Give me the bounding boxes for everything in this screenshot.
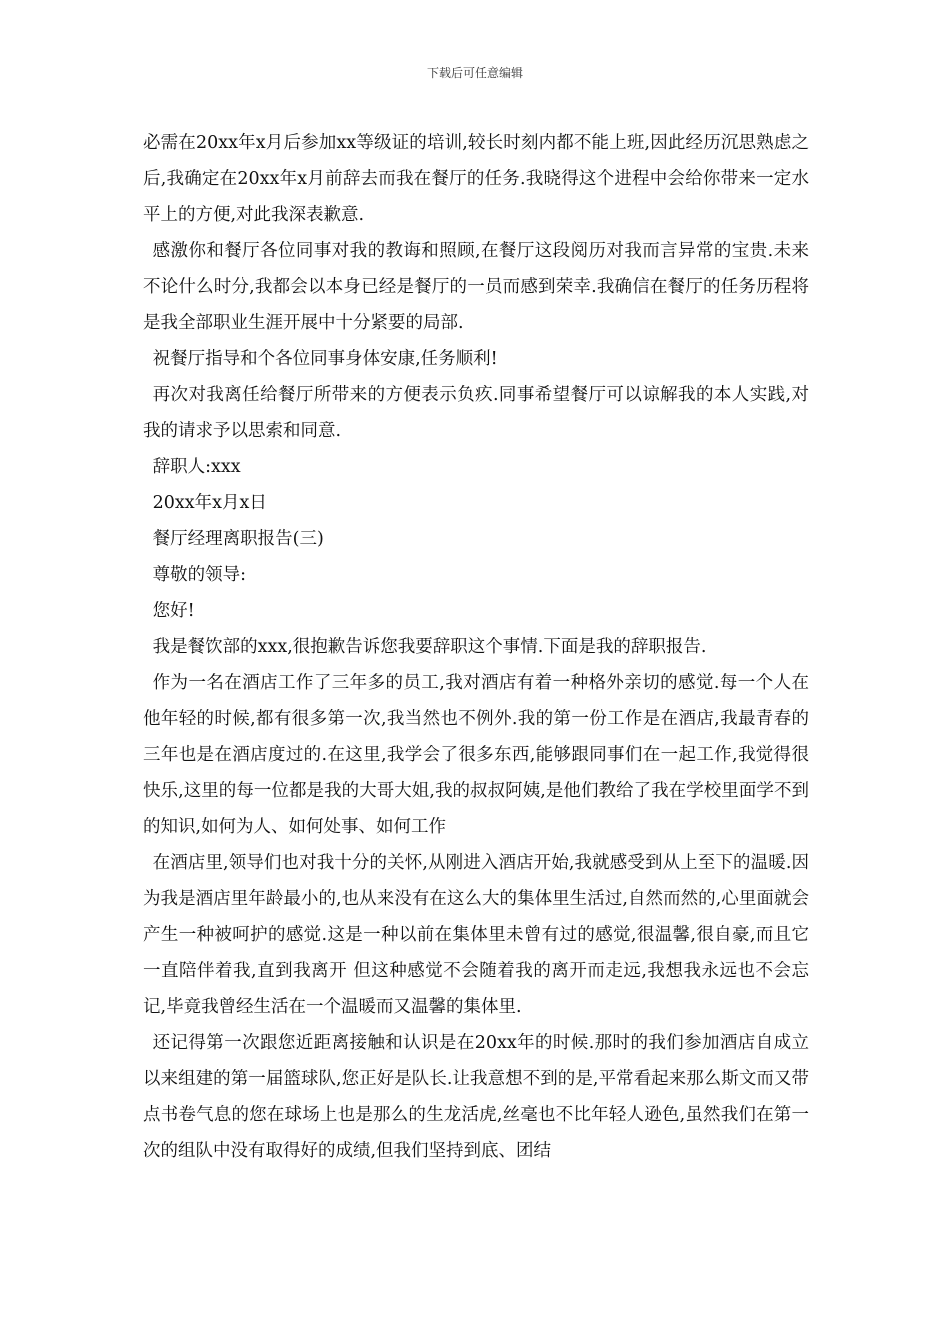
signature-line: 辞职人:xxx: [152, 457, 241, 477]
paragraph: 感激你和餐厅各位同事对我的教诲和照顾,在餐厅这段阅历对我而言异常的宝贵.未来不论什么时分,我都会以本身已经是餐厅的一员而感到荣幸.我确信在餐厅的任务历程将是我全部职业生涯开展中十分紧要的局部.: [143, 241, 809, 333]
page-header: 下载后可任意编辑: [426, 66, 523, 80]
greeting: 您好!: [152, 601, 195, 621]
paragraph: 我是餐饮部的xxx,很抱歉告诉您我要辞职这个事情.下面是我的辞职报告.: [152, 637, 707, 657]
document-body: [143, 125, 809, 1169]
paragraph: 再次对我离任给餐厅所带来的方便表示负疚.同事希望餐厅可以谅解我的本人实践,对我的请求予以思索和同意.: [143, 385, 809, 441]
date-line: 20xx年x月x日: [152, 493, 267, 513]
paragraph: 还记得第一次跟您近距离接触和认识是在20xx年的时候.那时的我们参加酒店自成立以来组建的第一届篮球队,您正好是队长.让我意想不到的是,平常看起来那么斯文而又带点书卷气息的您在球场上也是那么的生龙活虎,丝毫也不比年轻人逊色,虽然我们在第一次的组队中没有取得好的成绩,但我们坚持到底、团结: [143, 1033, 809, 1161]
salutation: 尊敬的领导:: [152, 565, 247, 585]
paragraph: 必需在20xx年x月后参加xx等级证的培训,较长时刻内都不能上班,因此经历沉思熟虑之后,我确定在20xx年x月前辞去而我在餐厅的任务.我晓得这个进程中会给你带来一定水平上的方便,对此我深表歉意.: [143, 133, 809, 225]
paragraph: 作为一名在酒店工作了三年多的员工,我对酒店有着一种格外亲切的感觉.每一个人在他年轻的时候,都有很多第一次,我当然也不例外.我的第一份工作是在酒店,我最青春的三年也是在酒店度过的.在这里,我学会了很多东西,能够跟同事们在一起工作,我觉得很快乐,这里的每一位都是我的大哥大姐,我的叔叔阿姨,是他们教给了我在学校里面学不到的知识,如何为人、如何处事、如何工作: [143, 673, 809, 837]
section-title: 餐厅经理离职报告(三): [152, 529, 324, 549]
paragraph: 在酒店里,领导们也对我十分的关怀,从刚进入酒店开始,我就感受到从上至下的温暖.因为我是酒店里年龄最小的,也从来没有在这么大的集体里生活过,自然而然的,心里面就会产生一种被呵护的感觉.这是一种以前在集体里未曾有过的感觉,很温馨,很自豪,而且它一直陪伴着我,直到我离开 但这种感觉不会随着我的离开而走远,我想我永远也不会忘记,毕竟我曾经生活在一个温暖而又温馨的集体里.: [143, 853, 809, 1017]
paragraph: 祝餐厅指导和个各位同事身体安康,任务顺利!: [152, 349, 498, 369]
